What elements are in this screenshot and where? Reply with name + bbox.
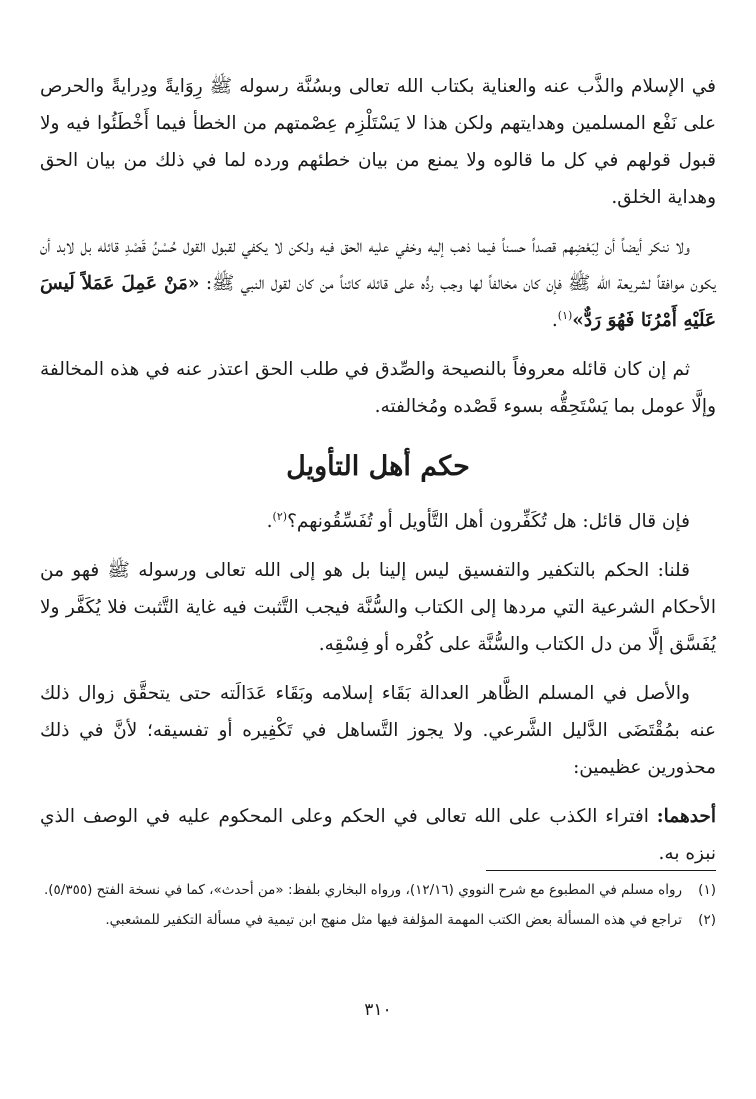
footnote-divider xyxy=(486,870,716,871)
paragraph-3: ثم إن كان قائله معروفاً بالنصيحة والصِّدق في طلب الحق اعتذر عنه في هذه المخالفة وإلَّا عومل بما يَسْتَحِقُّه بسوء قَصْده ومُخالفته. xyxy=(40,359,716,417)
footnote-number: (١) xyxy=(698,882,716,898)
footnote-text: رواه مسلم في المطبوع مع شرح النووي (١٢/١٦)، ورواه البخاري بلفظ: «من أحدث»، كما في نسخة الفتح (٥/٣٥٥). xyxy=(43,882,682,898)
footnote-2 xyxy=(40,908,716,932)
paragraph-1: في الإسلام والذَّب عنه والعناية بكتاب الله تعالى وبسُنَّة رسوله ﷺ رِوَايةً ودِرايةً والحرص على نَفْع المسلمين وهدايتهم ولكن هذا لا يَسْتَلْزِم عِصْمتهم من الخطأ فيما أَخْطَئُوا فيه ولا قبول قولهم في كل ما قالوه ولا يمنع من بيان خطئهم ورده لما في ذلك من بيان الحق وهداية الخلق. xyxy=(40,76,716,208)
first-point-text: افتراء الكذب على الله تعالى في الحكم وعلى المحكوم عليه في الوصف الذي نبزه به. xyxy=(40,806,716,864)
footnote-number: (٢) xyxy=(698,912,716,928)
footnote-1 xyxy=(40,878,716,902)
page-body xyxy=(40,68,716,884)
answer-paragraph-1: قلنا: الحكم بالتكفير والتفسيق ليس إلينا بل هو إلى الله تعالى ورسوله ﷺ فهو من الأحكام الشرعية التي مردها إلى الكتاب والسُّنَّة فيجب التَّثبت فيه غاية التَّثبت فلا يُكَفَّر ولا يُفَسَّق إلَّا من دل الكتاب والسُّنَّة على كُفْره أو فِسْقِه. xyxy=(40,560,716,655)
section-heading: حكم أهل التأويل xyxy=(286,451,470,482)
first-point-paragraph xyxy=(40,798,716,872)
footnote-text: تراجع في هذه المسألة بعض الكتب المهمة المؤلفة فيها مثل منهج ابن تيمية في مسألة التكفير للمشعبي. xyxy=(105,912,682,928)
answer-paragraph-2: والأصل في المسلم الظَّاهر العدالة بَقَاء إسلامه وبَقَاء عَدَالَته حتى يتحقَّق زوال ذلك عنه بمُقْتَضَى الدَّليل الشَّرعي. ولا يجوز التَّساهل في تَكْفِيره أو تفسيقه؛ لأنَّ في ذلك محذورين عظيمين: xyxy=(40,683,716,778)
hadith-quote: «مَنْ عَمِلَ عَمَلاً لَيسَ عَلَيْهِ أَمْرُنَا فَهُوَ رَدٌّ» xyxy=(40,273,716,331)
paragraph-2-text: ولا ننكر أيضاً أن لِبَعْضِهم قصداً حسناً فيما ذهب إليه وخفي عليه الحق فيه ولكن لا يكفي لقبول القول حُسْنُ قَصْدِ قائله بل لابد أن يكون موافقاً لشريعة الله ﷺ فإن كان مخالفاً لها وجب ردُّه على قائله كائناً من كان لقول النبي ﷺ: xyxy=(40,236,716,294)
question-text: فإن قال قائل: هل تُكَفِّرون أهل التَّأويل أو تُفَسِّقُونهم؟ xyxy=(287,511,690,532)
footnote-ref-1: (١) xyxy=(557,308,573,322)
paragraph-2: ولا ننكر أيضاً أن لِبَعْضِهم قصداً حسناً فيما ذهب إليه وخفي عليه الحق فيه ولكن لا يكفي لقبول القول حُسْنُ قَصْدِ قائله بل لابد أن يكون موافقاً لشريعة الله ﷺ فإن كان مخالفاً لها وجب ردُّه على قائله كائناً من كان لقول النبي ﷺ: «مَنْ عَمِلَ عَمَلاً لَيسَ عَلَيْهِ أَمْرُنَا فَهُوَ رَدٌّ»$^{(١)}$. xyxy=(40,236,716,331)
footnote-ref-2: (٢) xyxy=(272,509,288,523)
page-number: ٣١٠ xyxy=(364,1000,392,1020)
first-point-label: أحدهما: xyxy=(656,806,716,827)
footnotes xyxy=(40,878,716,938)
question-paragraph: فإن قال قائل: هل تُكَفِّرون أهل التَّأويل أو تُفَسِّقُونهم؟$^{(٢)}$. xyxy=(266,509,690,532)
